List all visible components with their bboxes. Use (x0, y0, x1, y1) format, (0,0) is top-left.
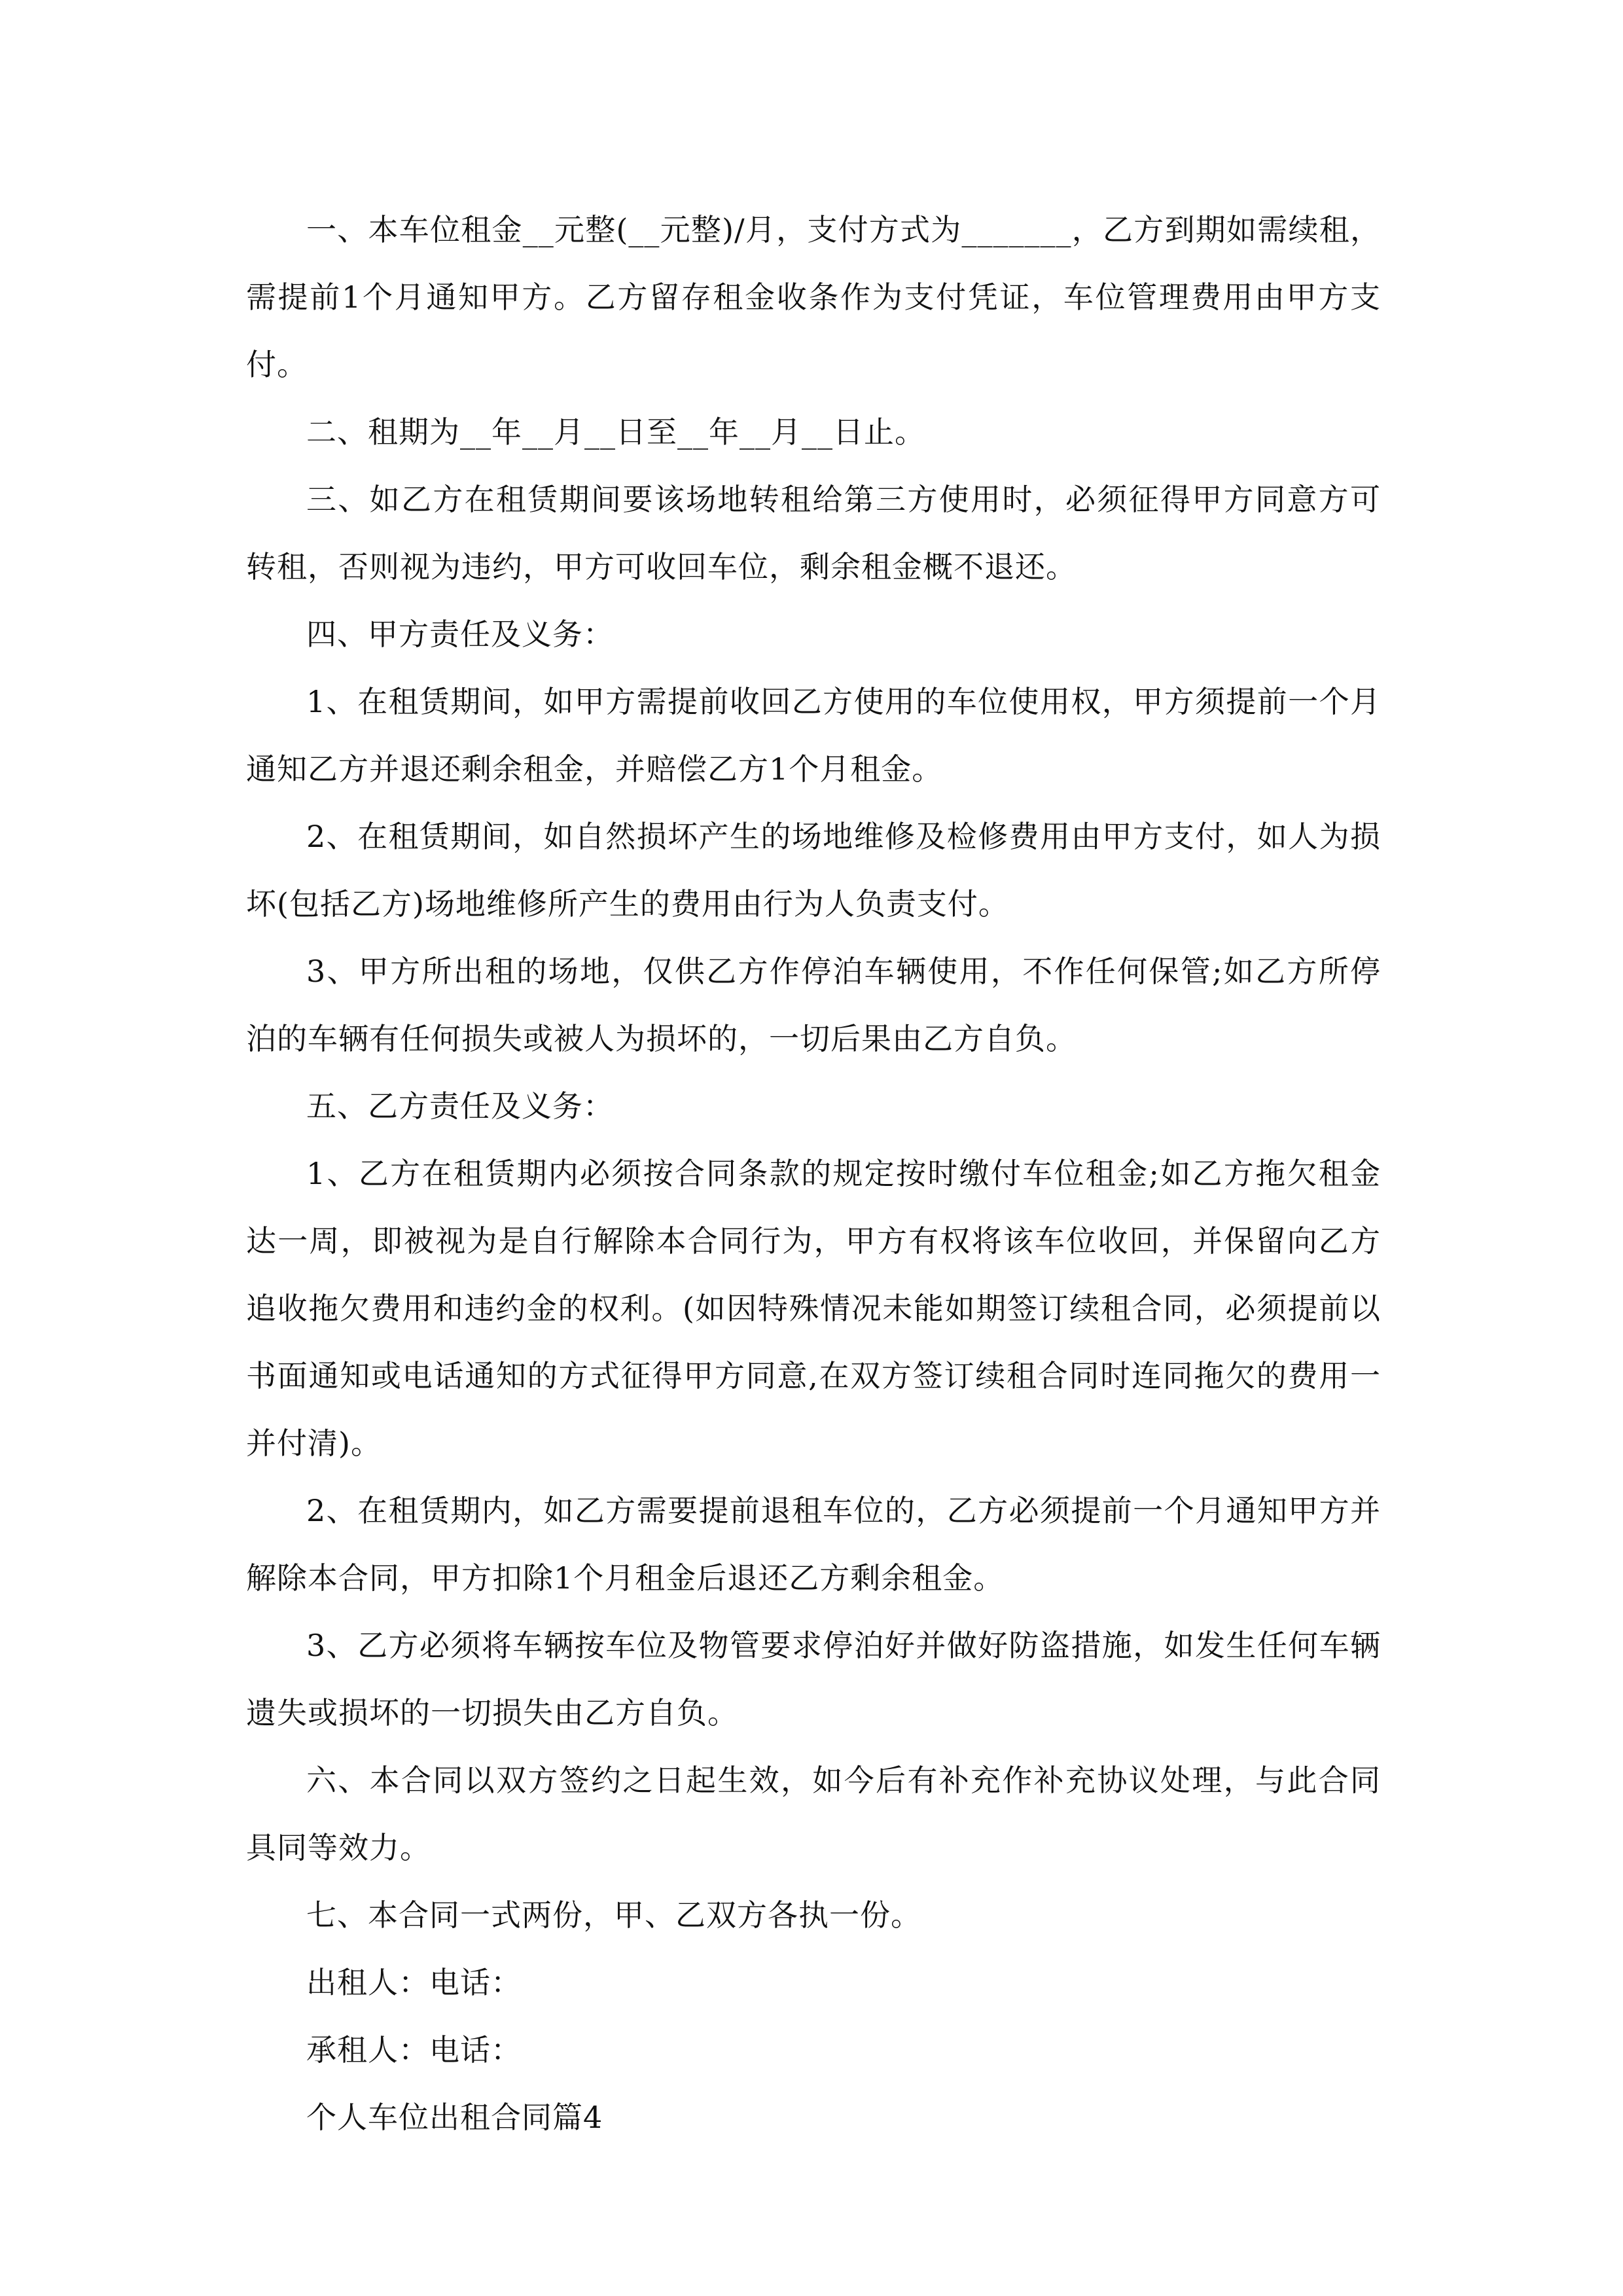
clause-sublease: 三、如乙方在租赁期间要该场地转租给第三方使用时，必须征得甲方同意方可转租，否则视为违约，甲方可收回车位，剩余租金概不退还。 (246, 482, 1381, 584)
lessee-duty-1: 1、乙方在租赁期内必须按合同条款的规定按时缴付车位租金;如乙方拖欠租金达一周，即被视为是自行解除本合同行为，甲方有权将该车位收回，并保留向乙方追收拖欠费用和违约金的权利。(如因特殊情况未能如期签订续租合同，必须提前以书面通知或电话通知的方式征得甲方同意,在双方签订续租合同时连同拖欠的费用一并付清)。 (246, 1156, 1381, 1461)
lessor-duty-2: 2、在租赁期间，如自然损坏产生的场地维修及检修费用由甲方支付，如人为损坏(包括乙方)场地维修所产生的费用由行为人负责支付。 (246, 819, 1381, 922)
lessor-duty-3: 3、甲方所出租的场地，仅供乙方作停泊车辆使用，不作任何保管;如乙方所停泊的车辆有任何损失或被人为损坏的，一切后果由乙方自负。 (246, 954, 1381, 1056)
lessee-duty-3: 3、乙方必须将车辆按车位及物管要求停泊好并做好防盗措施，如发生任何车辆遗失或损坏的一切损失由乙方自负。 (246, 1628, 1381, 1731)
heading-lessee-duties: 五、乙方责任及义务： (306, 1088, 614, 1124)
clause-effective: 六、本合同以双方签约之日起生效，如今后有补充作补充协议处理，与此合同具同等效力。 (246, 1763, 1381, 1865)
clause-copies: 七、本合同一式两份，甲、乙双方各执一份。 (306, 1897, 921, 1933)
clause-lease-term: 二、租期为__年__月__日至__年__月__日止。 (306, 414, 925, 450)
clause-rent-payment: 一、本车位租金__元整(__元整)/月，支付方式为_______，乙方到期如需续租，需提前1个月通知甲方。乙方留存租金收条作为支付凭证，车位管理费用由甲方支付。 (246, 212, 1381, 382)
lessee-signature-line: 承租人：电话： (306, 2032, 522, 2068)
contract-page (246, 196, 1381, 2151)
lessor-duty-1: 1、在租赁期间，如甲方需提前收回乙方使用的车位使用权，甲方须提前一个月通知乙方并退还剩余租金，并赔偿乙方1个月租金。 (246, 684, 1381, 787)
next-section-title: 个人车位出租合同篇4 (306, 2100, 603, 2135)
heading-lessor-duties: 四、甲方责任及义务： (306, 617, 614, 652)
lessee-duty-2: 2、在租赁期内，如乙方需要提前退租车位的，乙方必须提前一个月通知甲方并解除本合同，甲方扣除1个月租金后退还乙方剩余租金。 (246, 1493, 1381, 1596)
lessor-signature-line: 出租人：电话： (306, 1965, 522, 2000)
